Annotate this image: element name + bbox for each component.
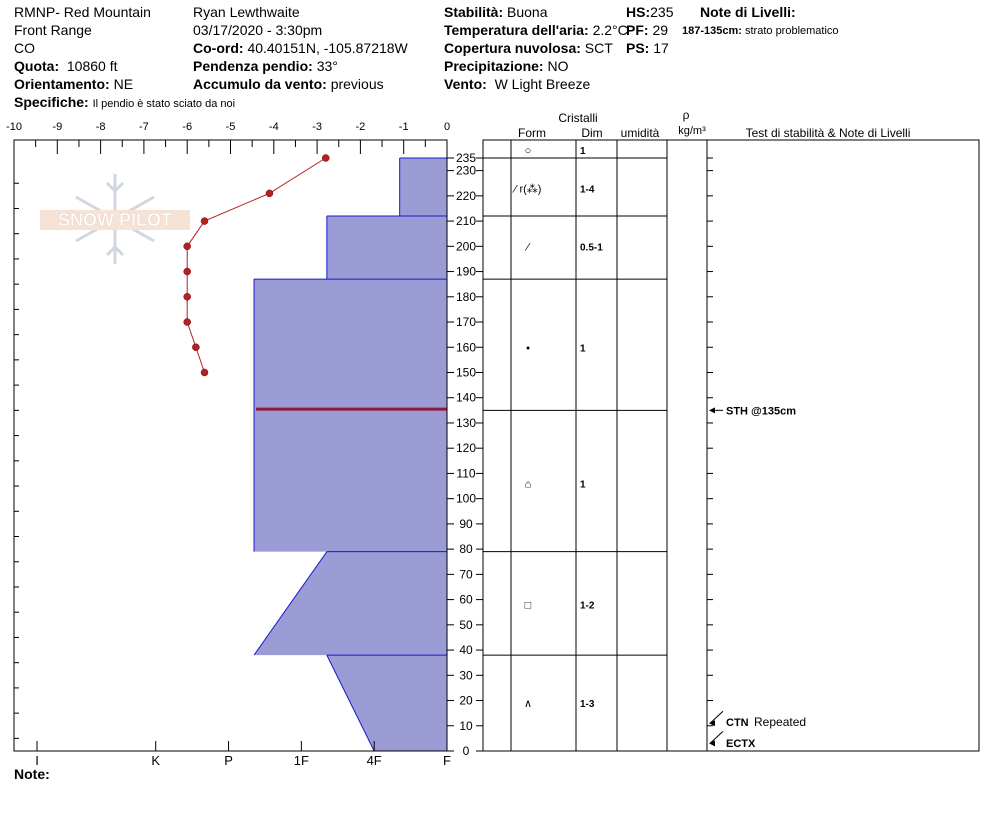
hardness-layer: [327, 216, 447, 279]
hardness-layer: [327, 655, 447, 751]
temperature-point: [201, 369, 208, 376]
height-tick-label: 50: [459, 617, 473, 632]
height-tick-label: 80: [459, 542, 473, 557]
temperature-point: [266, 190, 273, 197]
height-tick-label: 160: [455, 340, 477, 355]
pf: PF: 29: [626, 22, 669, 38]
height-tick-label: 20: [459, 693, 473, 708]
state: CO: [14, 40, 35, 56]
coords: Co-ord: 40.40151N, -105.87218W: [193, 40, 408, 56]
temp-tick-label: 0: [443, 121, 451, 133]
crystal-form: □: [524, 599, 532, 612]
height-tick-label: 40: [459, 643, 473, 658]
header-density-unit: kg/m³: [678, 125, 706, 137]
height-tick-label: 200: [455, 239, 477, 254]
density-axis-ticks: [707, 158, 713, 751]
hardness-tick-label: P: [224, 753, 233, 768]
stability-test-label: ECTX: [726, 738, 756, 750]
header-size: Dim: [581, 126, 603, 140]
hardness-tick-label: F: [443, 753, 451, 768]
observer: Ryan Lewthwaite: [193, 4, 300, 20]
temp-tick-label: -8: [95, 121, 106, 133]
temp-tick-label: -4: [268, 121, 279, 133]
height-tick-label: 150: [455, 365, 477, 380]
temp-tick-label: -10: [6, 121, 22, 133]
temp-tick-label: -1: [398, 121, 409, 133]
height-tick-label: 210: [455, 214, 477, 229]
height-tick-label: 60: [459, 592, 473, 607]
temperature-point: [192, 344, 199, 351]
crystal-size: 1: [580, 343, 586, 355]
stability-test-note: Repeated: [754, 715, 807, 729]
crystal-form: ⌂: [524, 478, 532, 491]
crystal-form: ⁄ r(⁂): [514, 183, 542, 196]
stability-test-label: CTN: [726, 717, 749, 729]
air-temp: Temperatura dell'aria: 2.2°C: [444, 22, 628, 38]
crystal-size: 1-2: [580, 600, 595, 612]
crystal-form: •: [526, 342, 530, 355]
stability-test-label: STH @135cm: [726, 405, 797, 418]
stability-test-arrow: [710, 731, 723, 743]
wind: Vento: W Light Breeze: [444, 76, 591, 92]
stability-test-arrowhead: [709, 407, 715, 413]
height-tick-label: 235: [455, 151, 477, 165]
snowpilot-logo: [40, 174, 190, 264]
datetime: 03/17/2020 - 3:30pm: [193, 22, 323, 38]
hardness-tick-label: K: [151, 753, 161, 768]
temp-tick-label: -5: [225, 121, 236, 133]
crystal-size: 1: [580, 479, 586, 491]
elevation: Quota: 10860 ft: [14, 58, 118, 74]
crystal-size: 1-4: [580, 184, 595, 196]
height-tick-label: 110: [456, 466, 476, 481]
sky-cover: Copertura nuvolosa: SCT: [444, 40, 613, 56]
hardness-tick-label: 1F: [293, 753, 309, 768]
wind-loading: Accumulo da vento: previous: [193, 76, 384, 92]
crystal-form: ⁄: [527, 241, 529, 254]
range: Front Range: [14, 22, 92, 38]
temp-tick-label: -2: [355, 121, 366, 133]
height-tick-label: 70: [459, 567, 473, 582]
height-tick-label: 130: [455, 415, 477, 430]
slope: Pendenza pendio: 33°: [193, 58, 338, 74]
hs: HS:235: [626, 4, 674, 20]
hardness-layer: [254, 552, 447, 655]
height-tick-label: 10: [459, 718, 473, 733]
crystal-size: 1: [580, 146, 586, 157]
stability: Stabilità: Buona: [444, 4, 548, 20]
header-moisture: umidità: [620, 126, 660, 140]
temperature-point: [184, 268, 191, 275]
header-rho: ρ: [682, 108, 690, 122]
stability-test-arrow: [710, 711, 723, 723]
svg-text:SNOW PILOT: SNOW PILOT: [58, 210, 172, 230]
crystal-form: ○: [524, 145, 532, 157]
height-tick-label: 190: [455, 264, 477, 279]
temp-tick-label: -7: [139, 121, 149, 133]
header-form: Form: [518, 126, 546, 140]
temperature-point: [184, 293, 191, 300]
header-crystals: Cristalli: [558, 111, 598, 125]
height-tick-label: 140: [455, 390, 477, 405]
height-tick-label: 180: [455, 289, 477, 304]
stability-tests: [709, 405, 806, 750]
hardness-tick-label: 4F: [366, 753, 382, 768]
height-tick-label: 220: [455, 188, 477, 203]
hardness-tick-label: I: [35, 753, 39, 768]
location: RMNP- Red Mountain: [14, 4, 151, 20]
temperature-point: [184, 319, 191, 326]
hardness-layer: [254, 279, 447, 552]
layer-note: 187-135cm: strato problematico: [682, 25, 839, 37]
crystal-size: 0.5-1: [580, 242, 603, 254]
temperature-point: [184, 243, 191, 250]
ps: PS: 17: [626, 40, 669, 56]
height-tick-label: 230: [455, 163, 477, 178]
height-tick-label: 30: [459, 668, 473, 683]
crystal-form: ∧: [523, 698, 533, 711]
layer-notes-title: Note di Livelli:: [700, 4, 796, 20]
note-label: Note:: [14, 766, 50, 782]
height-tick-label: 170: [455, 315, 477, 330]
crystal-size: 1-3: [580, 699, 595, 711]
temperature-axis: [6, 121, 450, 154]
height-tick-label: 120: [455, 441, 477, 456]
hardness-layers: [254, 158, 447, 751]
header-tests: Test di stabilità & Note di Livelli: [745, 126, 911, 140]
temp-tick-label: -3: [312, 121, 322, 133]
height-tick-label: 0: [462, 744, 470, 758]
temperature-point: [201, 218, 208, 225]
height-tick-label: 100: [455, 491, 477, 506]
hardness-layer: [400, 158, 447, 216]
temp-tick-label: -6: [182, 121, 193, 133]
specifics: Specifiche: Il pendio è stato sciato da noi: [14, 94, 236, 110]
aspect: Orientamento: NE: [14, 76, 134, 92]
height-tick-label: 90: [459, 516, 473, 531]
temperature-point: [322, 155, 329, 162]
crystal-table-frame: [483, 140, 979, 751]
precipitation: Precipitazione: NO: [444, 58, 569, 74]
temp-tick-label: -9: [52, 121, 63, 133]
